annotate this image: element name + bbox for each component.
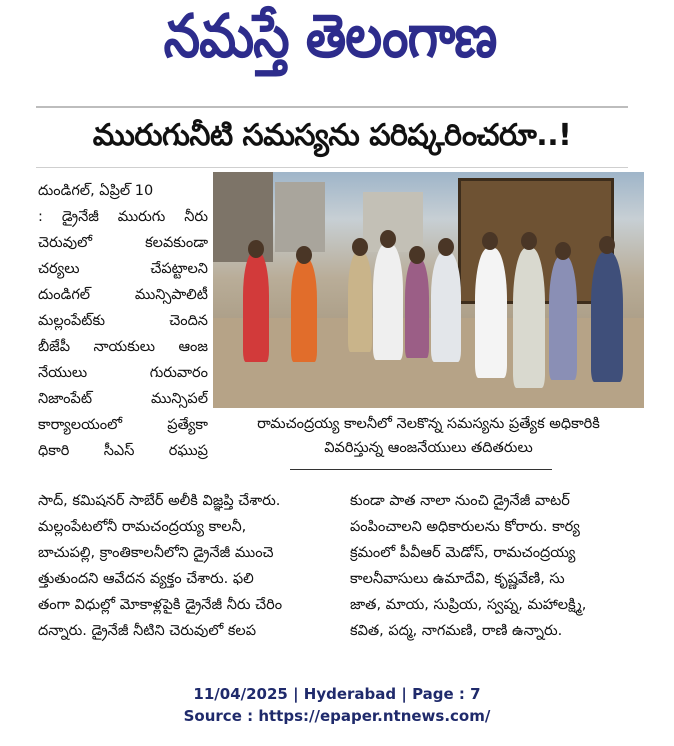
bottom-left-column [38,488,338,644]
left-column-line: దుండిగల్ మున్సిపాలిటీ [38,287,208,303]
photo-person-head [599,236,615,254]
body-line: త్తుతుందని ఆవేదన వ్యక్తం చేశారు. ఫలి [38,571,254,587]
body-line: కవిత, పద్మ, నాగమణి, రాణి ఉన్నారు. [350,623,563,639]
masthead-rule [36,106,628,108]
photo-person [549,256,577,380]
photo-person-head [380,230,396,248]
photo-person [475,248,507,378]
caption-rule [290,469,552,470]
body-line: మల్లంపేటలోనీ రామచంద్రయ్య కాలనీ, [38,519,247,535]
photo-building [213,172,273,262]
photo-person [291,258,317,362]
body-line: దన్నారు. డ్రైనేజీ నీటిని చెరువులో కలప [38,623,257,639]
photo-person-head [409,246,425,264]
left-column-line: ధికారి సీఎస్ రఘుప్ర [38,443,208,459]
masthead-title: నమస్తే తెలంగాణ [163,2,497,72]
photo-person [348,252,372,352]
caption-line: రామచంద్రయ్య కాలనీలో నెలకొన్న సమస్యను ప్రత్యేక అధికారికి [257,416,600,432]
photo-person-head [521,232,537,250]
photo-person-head [296,246,312,264]
bottom-right-column [350,488,642,644]
left-column-line: కార్యాలయంలో ప్రత్యేకా [38,417,208,433]
headline-rule [36,167,628,168]
left-column [38,178,208,464]
photo-person-head [482,232,498,250]
footer-source-link[interactable]: Source : https://epaper.ntnews.com/ [183,707,491,725]
body-line: క్రమంలో పీవీఆర్ మెడోస్, రామచంద్రయ్య [350,545,576,561]
left-column-line: బీజేపీ నాయకులు ఆంజ [38,339,208,355]
left-column-line: : డ్రైనేజీ మురుగు నీరు [38,209,208,225]
photo-person [243,252,269,362]
left-column-line: చెరువులో కలవకుండా [38,235,208,251]
body-line: జాత, మాయ, సుప్రియ, స్వప్న, మహాలక్ష్మి, [350,597,587,613]
caption-line: వివరిస్తున్న ఆంజనేయులు తదితరులు [324,440,533,456]
photo-person [431,252,461,362]
photo-person [405,258,429,358]
photo-person [513,248,545,388]
photo-building [275,182,325,252]
left-column-line: చర్యలు చేపట్టాలని [38,261,208,277]
footer-date-line: 11/04/2025 | Hyderabad | Page : 7 [193,685,481,703]
left-column-line: మల్లంపేట్‌కు చెందిన [38,313,208,329]
photo-caption [213,412,644,460]
body-line: సాద్, కమిషనర్ సాబేర్ అలీకి విజ్ఞప్తి చేశారు. [38,493,281,509]
body-line: కాలనీవాసులు ఉమాదేవి, కృష్ణవేణి, సు [350,571,565,587]
body-line: తంగా విధుల్లో మోకాళ్లపైకి డ్రైనేజీ నీరు చేరిం [38,597,283,613]
photo-person-head [352,238,368,256]
body-line: బాచుపల్లి, క్రాంతికాలనీలోని డ్రైనేజీ ముంచె [38,545,274,561]
photo-person [591,252,623,382]
photo-person-head [438,238,454,256]
headline: మురుగునీటి సమస్యను పరిష్కరించరూ..! [92,118,572,153]
body-line: కుండా పాత నాలా నుంచి డ్రైనేజీ వాటర్ [350,493,570,509]
left-column-line: నిజాంపేట్ మున్సిపల్ [38,391,208,407]
photo-person [373,244,403,360]
photo-person-head [248,240,264,258]
masthead [120,4,540,84]
photo-person-head [555,242,571,260]
left-column-line: నేయులు గురువారం [38,365,208,381]
left-column-line: దుండిగల్, ఏప్రిల్ 10 [38,183,154,199]
article-photo [213,172,644,408]
body-line: పంపించాలని అధికారులను కోరారు. కార్య [350,519,580,535]
